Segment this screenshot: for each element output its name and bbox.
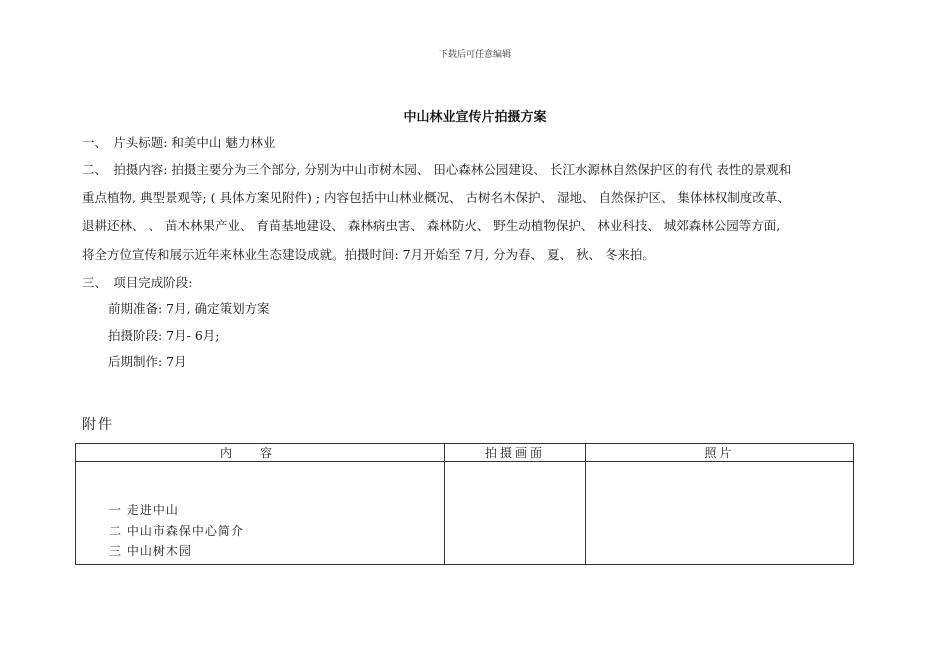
column-header-photo: 照片: [586, 444, 854, 462]
phase-shooting: 拍摄阶段: 7月- 6月;: [108, 328, 220, 343]
list-item: 三 中山树木园: [109, 544, 192, 558]
section-content-line-3: 退耕还林、 、 苗木林果产业、 育苗基地建设、 森林病虫害、 森林防火、 野生动植物保护、 林业科技、 城郊森林公园等方面,: [82, 218, 781, 233]
content-cell: [76, 462, 445, 565]
header-note: 下载后可任意编辑: [438, 50, 511, 60]
phase-post: 后期制作: 7月: [108, 354, 187, 369]
list-item: 二 中山市森保中心简介: [109, 523, 244, 538]
scene-cell: [445, 462, 586, 565]
page-title: 中山林业宣传片拍摄方案: [403, 110, 547, 125]
column-header-content: 内容: [76, 444, 445, 462]
column-header-scene: 拍摄画面: [445, 444, 586, 462]
table-row: [76, 462, 854, 565]
list-item: 一 走进中山: [109, 503, 179, 517]
section-title-heading: 一、 片头标题: 和美中山 魅力林业: [82, 135, 276, 150]
phase-prep: 前期准备: 7月, 确定策划方案: [108, 301, 270, 316]
attachment-heading: 附件: [82, 417, 114, 433]
section-content-line-4: 将全方位宣传和展示近年来林业生态建设成就。拍摄时间: 7月开始至 7月, 分为春、 夏、 秋、 冬来拍。: [82, 247, 655, 262]
section-phases-heading: 三、 项目完成阶段:: [82, 275, 193, 290]
section-content-line-2: 重点植物, 典型景观等; ( 具体方案见附件) ; 内容包括中山林业概况、 古树名木保护、 湿地、 自然保护区、 集体林权制度改革、: [82, 190, 790, 205]
attachment-table: [75, 443, 854, 565]
section-content-line-1: 二、 拍摄内容: 拍摄主要分为三个部分, 分别为中山市树木园、 田心森林公园建设、 长江水源林自然保护区的有代 表性的景观和: [82, 162, 792, 177]
photo-cell: [586, 462, 854, 565]
